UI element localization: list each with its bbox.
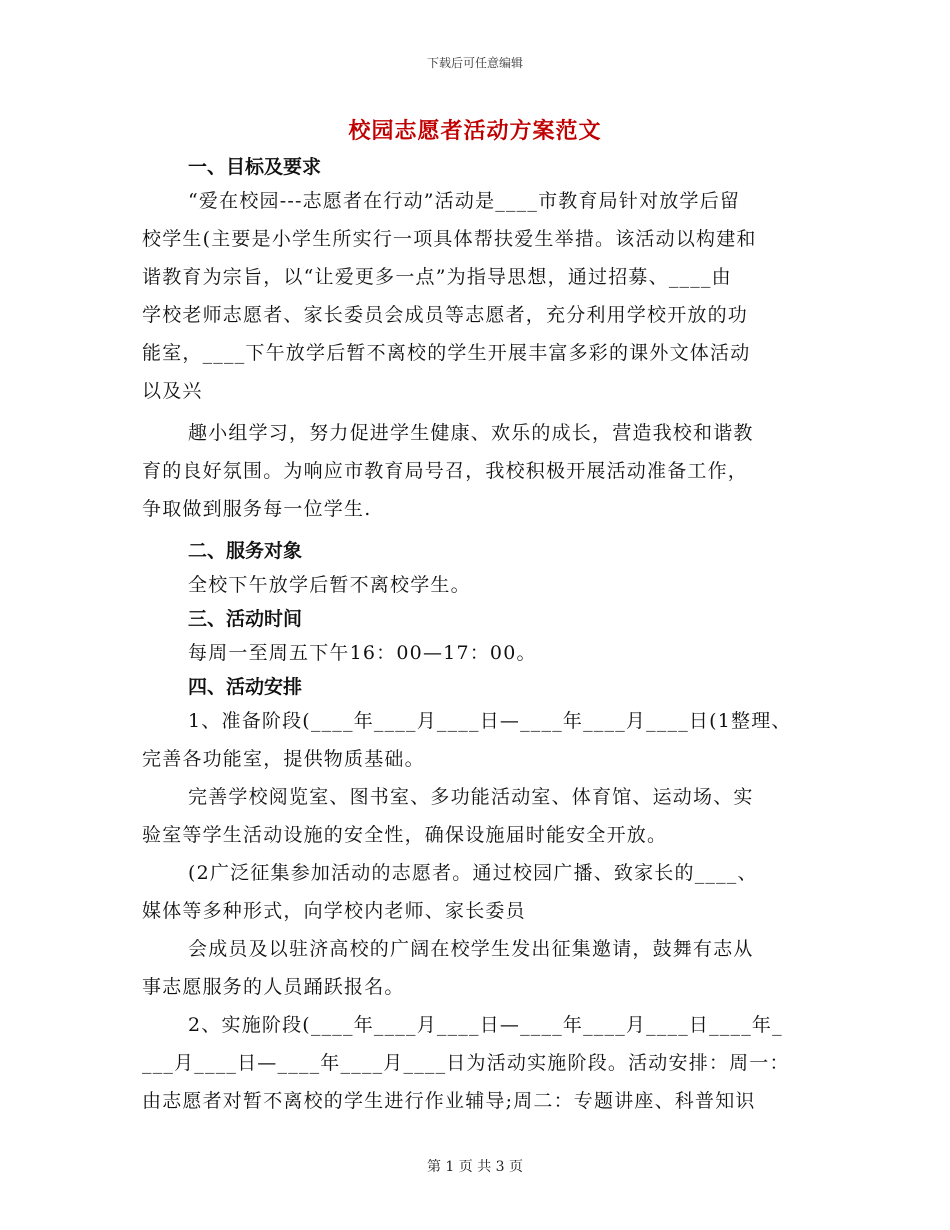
paragraph-line: 1、准备阶段(____年____月____日—____年____月____日(1整理、 [188, 710, 792, 732]
paragraph-line: 验室等学生活动设施的安全性，确保设施届时能安全开放。 [142, 824, 668, 846]
header-note: 下载后可任意编辑 [426, 56, 523, 70]
document-body [142, 152, 812, 1120]
section-heading-activity-time: 三、活动时间 [188, 608, 303, 630]
paragraph-line: 由志愿者对暂不离校的学生进行作业辅导;周二：专题讲座、科普知识 [142, 1090, 756, 1112]
paragraph-line: 全校下午放学后暂不离校学生。 [188, 574, 471, 596]
paragraph-line: 每周一至周五下午16：00—17：00。 [188, 642, 537, 664]
paragraph-line: ___月____日—____年____月____日为活动实施阶段。活动安排：周一： [142, 1052, 790, 1074]
paragraph-line: “爱在校园---志愿者在行动”活动是____市教育局针对放学后留 [188, 190, 741, 212]
paragraph-line: 育的良好氛围。为响应市教育局号召，我校积极开展活动准备工作， [142, 460, 749, 482]
paragraph-line: 以及兴 [142, 380, 203, 402]
section-heading-goals: 一、目标及要求 [188, 156, 322, 178]
paragraph-line: 校学生(主要是小学生所实行一项具体帮扶爱生举措。该活动以构建和 [142, 228, 757, 250]
paragraph-line: 能室，____下午放学后暂不离校的学生开展丰富多彩的课外文体活动 [142, 342, 751, 364]
section-heading-service-target: 二、服务对象 [188, 540, 303, 562]
paragraph-line: 媒体等多种形式，向学校内老师、家长委员 [142, 900, 526, 922]
paragraph-line: 谐教育为宗旨，以“让爱更多一点”为指导思想，通过招募、____由 [142, 266, 732, 288]
paragraph-line: 完善学校阅览室、图书室、多功能活动室、体育馆、运动场、实 [188, 786, 754, 808]
paragraph-line: 趣小组学习，努力促进学生健康、欢乐的成长，营造我校和谐教 [188, 422, 754, 444]
paragraph-line: (2广泛征集参加活动的志愿者。通过校园广播、致家长的____、 [188, 862, 758, 884]
paragraph-line: 2、实施阶段(____年____月____日—____年____月____日____年_ [188, 1014, 783, 1036]
paragraph-line: 会成员及以驻济高校的广阔在校学生发出征集邀请，鼓舞有志从 [188, 938, 754, 960]
paragraph-line: 学校老师志愿者、家长委员会成员等志愿者，充分利用学校开放的功 [142, 304, 749, 326]
paragraph-line: 事志愿服务的人员踊跃报名。 [142, 976, 405, 998]
page-number: 第 1 页 共 3 页 [426, 1159, 524, 1175]
paragraph-line: 争取做到服务每一位学生. [142, 498, 372, 520]
paragraph-line: 完善各功能室，提供物质基础。 [142, 748, 425, 770]
section-heading-activity-arrangement: 四、活动安排 [188, 676, 303, 698]
document-title: 校园志愿者活动方案范文 [348, 118, 602, 144]
